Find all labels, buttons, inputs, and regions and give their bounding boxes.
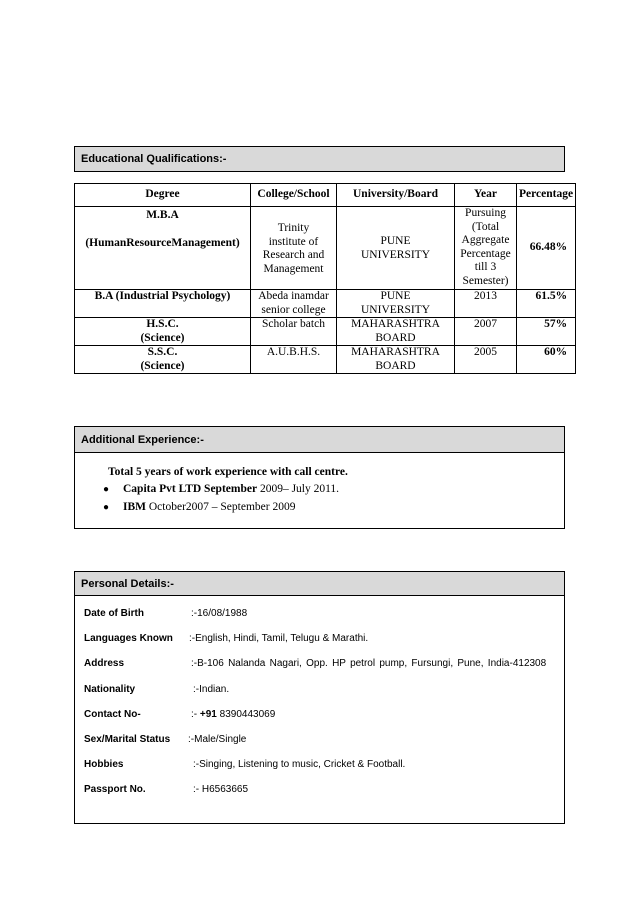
year-cell [455,290,517,318]
year-cell [455,346,517,374]
detail-label: Nationality [84,684,136,695]
experience-list [103,480,339,516]
degree-cell [75,318,251,346]
college-cell [251,290,337,318]
bullet-icon: ● [103,484,110,495]
col-college: College/School [251,184,337,207]
year-value: Pursuing (Total Aggregate Percentage till 3 Semester) [460,207,511,287]
university-cell [337,318,455,346]
table-row [75,318,576,346]
detail-label: Contact No- [84,709,141,720]
detail-value: :-B-106 Nalanda Nagari, Opp. HP petrol pump, Fursungi, Pune, India-412308 [191,658,547,669]
detail-value [191,708,275,722]
college-cell [251,346,337,374]
percentage-value: 61.5% [535,290,568,302]
degree-specialization: (Science) [140,359,185,372]
college-cell [251,207,337,290]
year-cell [455,207,517,290]
detail-value: :-Male/Single [188,734,247,745]
detail-value: :-Indian. [193,684,230,695]
table-header-row [75,184,576,207]
detail-label: Hobbies [84,759,124,770]
degree-specialization: (HumanResourceManagement) [85,236,240,249]
experience-intro: Total 5 years of work experience with call centre. [108,466,348,478]
degree-name: B.A (Industrial Psychology) [94,290,231,302]
percentage-value: 57% [544,318,568,330]
percentage-cell [517,290,576,318]
percentage-cell [517,318,576,346]
detail-value: :-English, Hindi, Tamil, Telugu & Marathi. [189,633,369,644]
detail-label: Address [84,658,125,669]
list-item [103,498,339,516]
detail-label: Date of Birth [84,608,144,619]
year-value: 2013 [474,290,497,302]
col-year: Year [455,184,517,207]
percentage-value: 66.48% [529,241,568,254]
experience-section [74,426,565,529]
col-percentage: Percentage [517,184,576,207]
contact-prefix: :- [191,709,200,720]
degree-name: M.B.A [146,209,179,221]
college-name: Scholar batch [262,318,325,330]
degree-cell [75,346,251,374]
degree-cell [75,207,251,290]
year-cell [455,318,517,346]
detail-label: Sex/Marital Status [84,734,171,745]
percentage-cell [517,346,576,374]
university-name: PUNE UNIVERSITY [361,235,430,261]
country-code: +91 [199,709,217,720]
college-name: A.U.B.H.S. [266,346,321,358]
college-cell [251,318,337,346]
year-value: 2005 [474,346,497,358]
col-degree: Degree [75,184,251,207]
bullet-icon: ● [103,502,110,513]
experience-heading-text: Additional Experience:- [81,434,204,446]
company-name: Capita Pvt LTD September [123,483,258,495]
phone-number: 8390443069 [216,709,276,720]
university-cell [337,207,455,290]
university-cell [337,346,455,374]
personal-details-section [74,571,565,824]
detail-value: :- H6563665 [193,784,249,795]
list-item [103,480,339,498]
college-name: Abeda inamdar senior college [258,290,329,316]
table-row [75,207,576,290]
personal-details-heading [75,572,564,596]
experience-heading [75,427,564,453]
detail-label: Passport No. [84,784,146,795]
employment-period: 2009– July 2011. [257,483,340,495]
degree-name: H.S.C. [146,318,179,330]
detail-value: :-16/08/1988 [191,608,248,619]
table-row [75,290,576,318]
year-value: 2007 [474,318,497,330]
university-name: PUNE UNIVERSITY [361,290,430,316]
company-name: IBM [123,501,146,513]
university-cell [337,290,455,318]
detail-value: :-Singing, Listening to music, Cricket & Football. [193,759,406,770]
col-university: University/Board [337,184,455,207]
detail-label: Languages Known [84,633,173,644]
degree-cell [75,290,251,318]
table-row [75,346,576,374]
degree-name: S.S.C. [147,346,178,358]
percentage-cell [517,207,576,290]
percentage-value: 60% [544,346,568,358]
degree-specialization: (Science) [140,331,185,344]
college-name: Trinity institute of Research and Management [262,222,325,275]
university-name: MAHARASHTRA BOARD [351,346,440,372]
education-heading-text: Educational Qualifications:- [81,153,227,165]
university-name: MAHARASHTRA BOARD [351,318,440,344]
personal-details-heading-text: Personal Details:- [81,578,174,590]
education-heading [74,146,565,172]
employment-period: October2007 – September 2009 [146,501,296,513]
education-table [74,183,576,374]
